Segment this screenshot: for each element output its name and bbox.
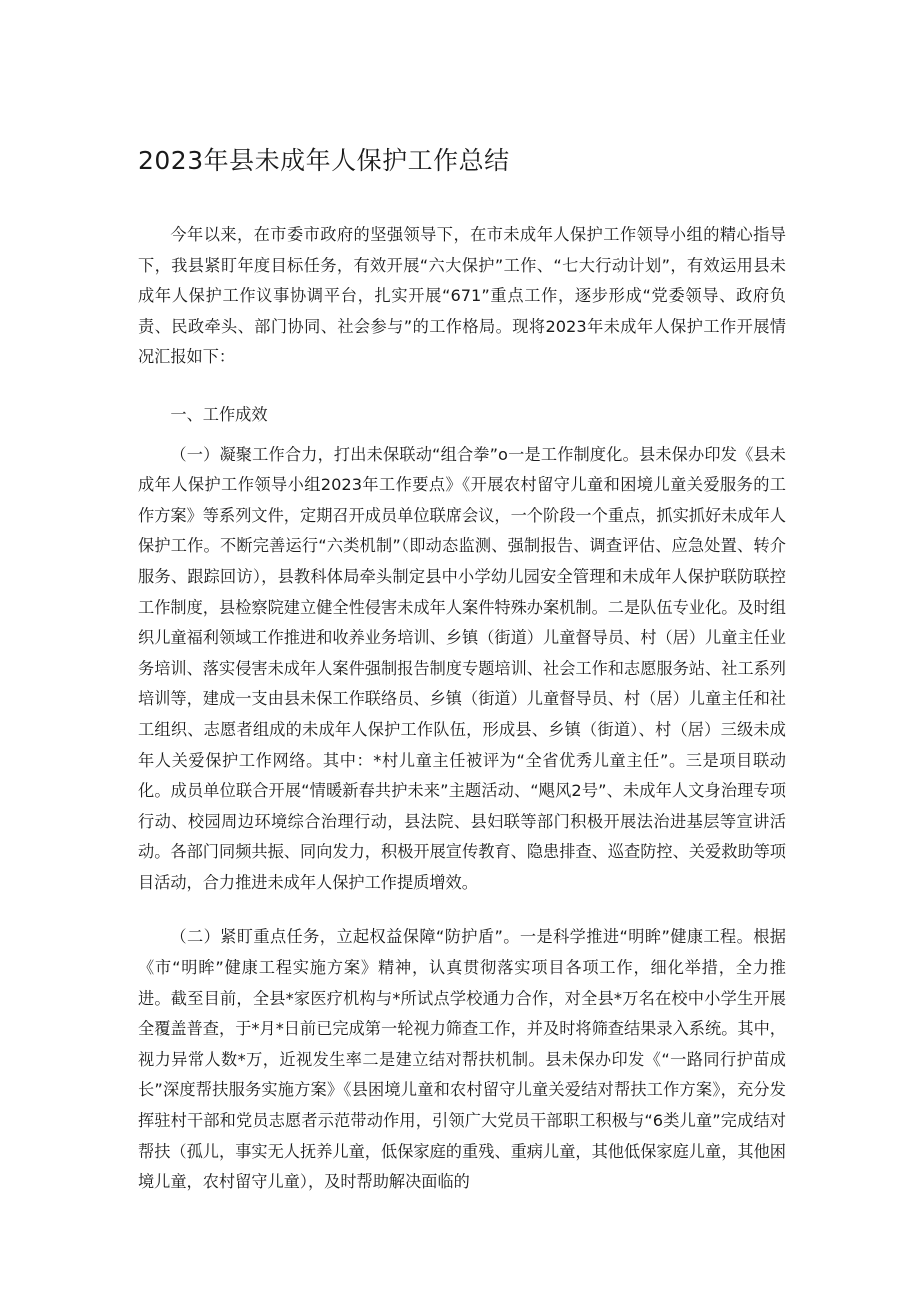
- section-heading: 一、工作成效: [170, 404, 268, 424]
- section-1-paragraph: （一）凝聚工作合力，打出未保联动“组合拳”o一是工作制度化。县未保办印发《县未成年人保护工作领导小组2023年工作要点》《开展农村留守儿童和困境儿童关爱服务的工作方案》等系列文件，定期召开成员单位联席会议，一个阶段一个重点，抓实抓好未成年人保护工作。不断完善运行“六类机制”（即动态监测、强制报告、调查评估、应急处置、转介服务、跟踪回访），县教科体局牵头制定县中小学幼儿园安全管理和未成年人保护联防联控工作制度，县检察院建立健全性侵害未成年人案件特殊办案机制。二是队伍专业化。及时组织儿童福利领域工作推进和收养业务培训、乡镇（街道）儿童督导员、村（居）儿童主任业务培训、落实侵害未成年人案件强制报告制度专题培训、社会工作和志愿服务站、社工系列培训等，建成一支由县未保工作联络员、乡镇（街道）儿童督导员、村（居）儿童主任和社工组织、志愿者组成的未成年人保护工作队伍，形成县、乡镇（街道）、村（居）三级未成年人关爱保护工作网络。其中：*村儿童主任被评为“全省优秀儿童主任”。三是项目联动化。成员单位联合开展“情暖新春共护未来”主题活动、“飓风2号”、未成年人文身治理专项行动、校园周边环境综合治理行动，县法院、县妇联等部门积极开展法治进基层等宣讲活动。各部门同频共振、同向发力，积极开展宣传教育、隐患排查、巡查防控、关爱救助等项目活动，合力推进未成年人保护工作提质增效。: [138, 444, 786, 892]
- document-title: 2023年县未成年人保护工作总结: [138, 146, 510, 175]
- document-body: [138, 220, 786, 1198]
- intro-paragraph: 今年以来，在市委市政府的坚强领导下，在市未成年人保护工作领导小组的精心指导下，我县紧盯年度目标任务，有效开展“六大保护”工作、“七大行动计划”，有效运用县未成年人保护工作议事协调平台，扎实开展“671”重点工作，逐步形成“党委领导、政府负责、民政牵头、部门协同、社会参与”的工作格局。现将2023年未成年人保护工作开展情况汇报如下：: [138, 225, 786, 367]
- section-2-paragraph: （二）紧盯重点任务，立起权益保障“防护盾”。一是科学推进“明眸”健康工程。根据《市“明眸”健康工程实施方案》精神，认真贯彻落实项目各项工作，细化举措，全力推进。截至目前，全县*家医疗机构与*所试点学校通力合作，对全县*万名在校中小学生开展全覆盖普查，于*月*日前已完成第一轮视力筛查工作，并及时将筛查结果录入系统。其中，视力异常人数*万，近视发生率二是建立结对帮扶机制。县未保办印发《“一路同行护苗成长”深度帮扶服务实施方案》《县困境儿童和农村留守儿童关爱结对帮扶工作方案》，充分发挥驻村干部和党员志愿者示范带动作用，引领广大党员干部职工积极与“6类儿童”完成结对帮扶（孤儿，事实无人抚养儿童，低保家庭的重残、重病儿童，其他低保家庭儿童，其他困境儿童，农村留守儿童），及时帮助解决面临的: [138, 927, 786, 1192]
